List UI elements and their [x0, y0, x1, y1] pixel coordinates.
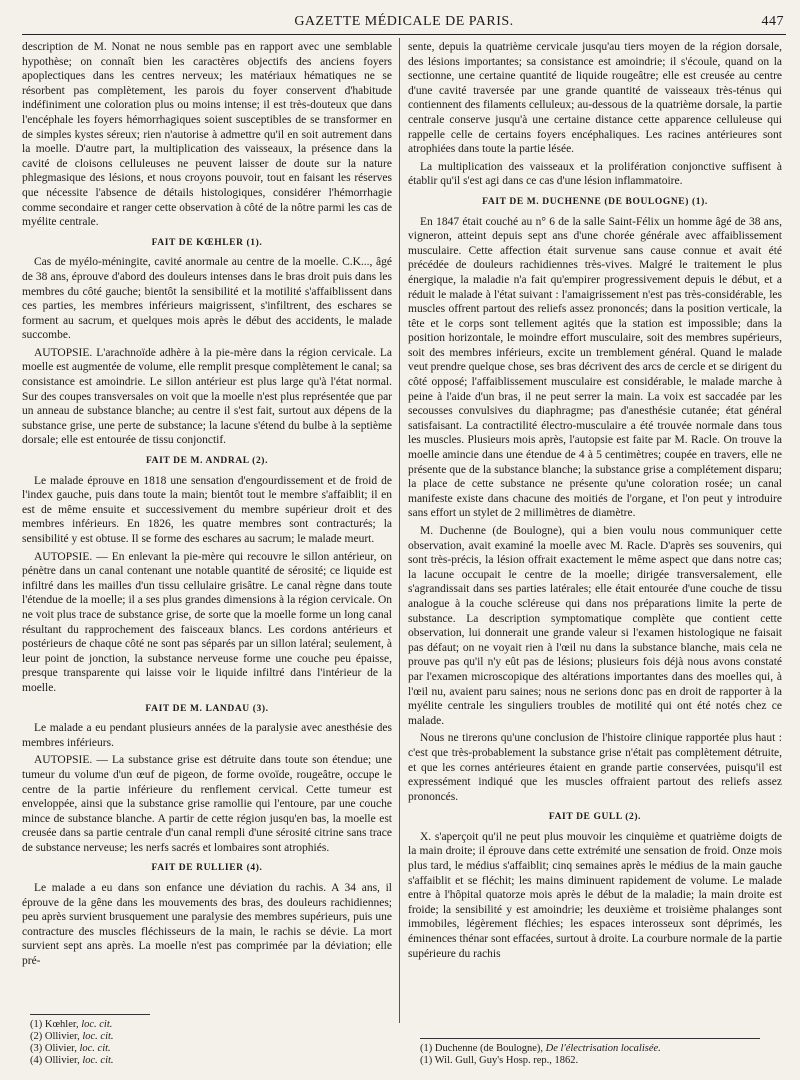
footnote: (1) Duchenne (de Boulogne), De l'électrisation localisée.: [420, 1043, 661, 1054]
footnote: (4) Ollivier, loc. cit.: [30, 1055, 114, 1066]
paragraph: M. Duchenne (de Boulogne), qui a bien voulu nous communiquer cette observation, avait examiné la moelle avec M. Racle. D'après ses souvenirs, qui sont très-précis, la lésion offrait exactement le même aspect que dans notre cas; la lacune occupait le centre de la moelle; dirigée transversalement, elle s'agrandissait dans ses parties latérales; elle était entourée d'une couche de tissu analogue à la couche scléreuse qui dans nos préparations limite la perte de substance. La description symptomatique complète que contient cette observation, lui donnerait une grande valeur si l'examen histologique ne faisait pas défaut; on ne voyait rien à l'œil nu dans la substance blanche, mais cela ne prouve pas qu'il n'y eût pas de lésions; plusieurs fois déjà nous avons constaté par l'examen microscopique des altérations importantes dans des moelles qui, à l'œil nu, avaient paru saines; nous ne serions donc pas en droit de rapporter à la myélite centrale les singuliers troubles de motilité qui ont été notés chez ce malade.: [408, 525, 782, 727]
paragraph: Le malade a eu pendant plusieurs années de la paralysie avec anesthésie des membres inférieurs.: [22, 722, 392, 749]
paragraph: AUTOPSIE. L'arachnoïde adhère à la pie-mère dans la région cervicale. La moelle est augmentée de volume, elle remplit presque complètement le canal; sa consistance est amoindrie. Le sillon antérieur est plus large qu'à l'état normal. Sur des coupes transversales on voit que la moelle n'est plus représentée que par un anneau de substance blanche; au centre il s'est fait, surtout aux dépens de la substance grise, une perte de substance; la lacune s'étend du bulbe à la septième dorsale; elle est entourée de tissu conjonctif.: [22, 346, 392, 447]
footnote: (1) Wil. Gull, Guy's Hosp. rep., 1862.: [420, 1055, 579, 1066]
left-column: [22, 40, 392, 1080]
footnote-rule: [30, 1014, 150, 1015]
paragraph: En 1847 était couché au n° 6 de la salle Saint-Félix un homme âgé de 38 ans, vigneron, atteint depuis sept ans d'une chorée générale avec affaiblissement musculaire. Cette affection était survenue sans cause connue et avait été précédée de douleurs rachidiennes très-vives. Malgré le traitement le plus énergique, la maladie n'a fait qu'empirer progressivement depuis le début, et a réduit le malade à l'état suivant : l'amaigrissement n'est pas très-considérable, les muscles offrent partout des reliefs assez prononcés; dans la position verticale, la tête et le corps sont tellement agités que la station est impossible; dans la position horizontale, le moindre effort musculaire, soit des membres supérieurs, soit des membres inférieurs, excite un tremblement général. Quand le malade veut prendre quelque chose, ses bras décrivent des arcs de cercle et se dirigent du côté opposé; l'affaiblissement musculaire est considérable, le malade marche à peine à l'aide d'un bras, il ne peut serrer la main. La voix est saccadée par les secousses convulsives du diaphragme; pas d'anesthésie cutanée; état général satisfaisant. La contractilité électro-musculaire a été trouvée normale dans tous les muscles. Plusieurs mois après, l'autopsie est faite par M. Racle. On trouve la moelle amincie dans une étendue de 4 à 5 centimètres; coupée en travers, elle ne présente que de la substance blanche; la substance grise a complétement disparu; la place de cette substance ne présente qu'une coloration rosée; un canal manifeste existe dans chacune des moitiés de l'organe, et l'on peut y introduire sans effort un stylet de 2 millimètres de diamètre.: [408, 215, 782, 520]
section-heading-duchenne: FAIT DE M. DUCHENNE (DE BOULOGNE) (1).: [482, 196, 708, 207]
paragraph: X. s'aperçoit qu'il ne peut plus mouvoir les cinquième et quatrième doigts de la main droite; il éprouve dans cette extrémité une sensation de froid. Onze mois plus tard, le médius s'affaiblit; cinq semaines après le médius de la main gauche s'affaiblit et se fléchit; les mains diminuent rapidement de volume. Le malade entre à l'hôpital quatorze mois après le début de la maladie; la main droite est froide; la sensibilité y est amoindrie; les deuxième et troisième phalanges sont immobiles, légèrement fléchies; les espaces interosseux sont déprimés, les éminences thénar sont effacées, surtout à droite. La courbure normale de la partie supérieure du rachis: [408, 830, 783, 960]
paragraph: Le malade éprouve en 1818 une sensation d'engourdissement et de froid de l'index gauche, puis dans toute la main; bientôt tout le membre s'affaiblit; il en est de même ensuite et successivement du membre supérieur droit et des membres inférieurs. En 1826, les quatre membres sont contracturés; la sensibilité y est obtuse. Il se forme des eschares au sacrum; le malade meurt.: [22, 474, 392, 545]
paragraph: description de M. Nonat ne nous semble pas en rapport avec une semblable hypothèse; on connaît bien les caractères objectifs des anciens foyers apoplectiques dans les centres nerveux; les matériaux hématiques ne se résorbent pas complètement, les parois du foyer conservent d'habitude indéfiniment une coloration plus ou moins intense; il est très-douteux que dans l'encéphale les foyers hémorrhagiques soient susceptibles de se transformer en de simples kystes séreux; rien n'autorise à admettre qu'il en soit autrement dans la moelle. D'autre part, la multiplication des vaisseaux, la présence dans la cavité de cloisons celluleuses ne peuvent laisser de doute sur la nature phlegmasique des lésions, et nous croyons pouvoir, tout en faisant les réserves que nécessite l'absence de détails histologiques, considérer l'hémorrhagie comme secondaire et ranger cette observation à côté de la nôtre parmi les cas de myélite centrale.: [22, 41, 392, 229]
column-divider: [399, 38, 400, 1023]
paragraph: AUTOPSIE. — En enlevant la pie-mère qui recouvre le sillon antérieur, on pénètre dans un canal contenant une notable quantité de sérosité; ce liquide est infiltré dans les mailles d'un tissu cellulaire grisâtre. Le canal règne dans toute l'étendue de la moelle; il a ses plus grandes dimensions à la région cervicale. On ne voit plus trace de substance grise, de sorte que la moelle forme un long canal résultant du rapprochement des faisceaux blancs. Les cordons antérieurs et postérieurs de chaque côté ne sont pas séparés par un sillon latéral; seulement, à leur point de jonction, la substance nerveuse forme une couche peu épaisse, presque transparente qui laisse voir le liquide infiltré dans l'intérieur de la moelle.: [22, 550, 392, 694]
paragraph: Nous ne tirerons qu'une conclusion de l'histoire clinique rapportée plus haut : c'est que très-probablement la substance grise n'était pas complètement détruite, et que les cornes antérieures étaient en grande partie conservées, puisqu'il est expressément indiqué que les muscles offraient partout des reliefs assez prononcés.: [408, 732, 782, 803]
footnote: (2) Ollivier, loc. cit.: [30, 1031, 114, 1042]
section-heading-landau: FAIT DE M. LANDAU (3).: [145, 703, 269, 714]
footnote-rule: [420, 1038, 760, 1039]
right-footnotes: [420, 1034, 780, 1067]
page-header: [22, 8, 786, 35]
section-heading-rullier: FAIT DE RULLIER (4).: [151, 863, 263, 874]
journal-title: GAZETTE MÉDICALE DE PARIS.: [294, 14, 514, 29]
section-heading-andral: FAIT DE M. ANDRAL (2).: [145, 456, 269, 467]
paragraph: Le malade a eu dans son enfance une déviation du rachis. A 34 ans, il éprouve de la gêne dans les mouvements des bras, des douleurs rachidiennes; peu après survient brusquement une paralysie des membres supérieurs, puis une contracture des muscles fléchisseurs de la main, le rachis se dévie. La mort survient sept ans après. La moelle n'est pas comprimée par la déviation; elle pré-: [22, 882, 392, 968]
paragraph: AUTOPSIE. — La substance grise est détruite dans toute son étendue; une tumeur du volume d'un œuf de pigeon, de forme ovoïde, rougeâtre, occupe le centre de la partie inférieure du renflement cervical. Cette tumeur est enveloppée, ainsi que la substance grise ramollie qui l'entoure, par une couche mince de substance blanche. A partir de cette région jusqu'en bas, la moelle est creusée dans sa partie centrale d'un canal rempli d'une sérosité citrine sans trace de substance nerveuse; les nerfs sacrés et lombaires sont atrophiés.: [22, 754, 392, 854]
section-heading-koehler: FAIT DE KŒHLER (1).: [151, 237, 263, 248]
paragraph: Cas de myélo-méningite, cavité anormale au centre de la moelle. C.K..., âgé de 38 ans, éprouve d'abord des douleurs intenses dans le bras droit puis dans les membres du côté gauche; bientôt la sensibilité et la motilité s'affaiblissent dans ces parties, les membres inférieurs maigrissent, s'infiltrent, des eschares se forment au sacrum, et quelques mois après le début des accidents, le malade succombe.: [22, 256, 392, 342]
left-footnotes: [30, 1010, 390, 1067]
paragraph: La multiplication des vaisseaux et la prolifération conjonctive suffisent à établir qu'il s'est agi dans ce cas d'une lésion inflammatoire.: [408, 160, 782, 188]
footnote: (1) Kœhler, loc. cit.: [30, 1019, 113, 1030]
paragraph: sente, depuis la quatrième cervicale jusqu'au tiers moyen de la région dorsale, des lésions importantes; sa consistance est amoindrie; il s'écoule, quand on la sectionne, une certaine quantité de liquide rougeâtre; elle est creusée au centre d'une cavité traversée par une grande quantité de vaisseaux très-ténus qui contiennent des filaments celluleux; au-dessous de la quatrième dorsale, la partie centrale conserve jusqu'à une certaine distance cette apparence celluleuse qui rappelle celle de certains foyers encéphaliques. Les racines antérieures sont atrophiées dans toute la partie lésée.: [408, 41, 782, 156]
right-column: [408, 40, 782, 1080]
section-heading-gull: FAIT DE GULL (2).: [548, 812, 642, 823]
page-number: 447: [761, 14, 784, 29]
footnote: (3) Olivier, loc. cit.: [30, 1043, 111, 1054]
